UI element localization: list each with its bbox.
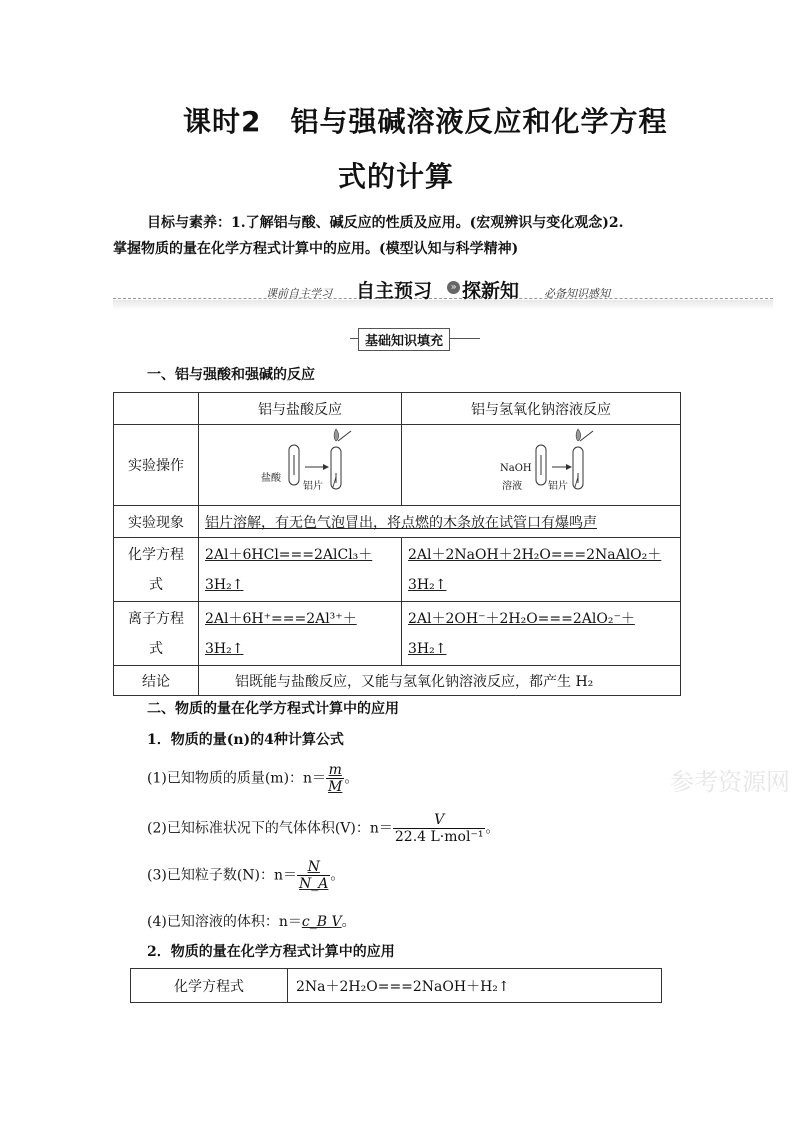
chem-eq-naoh-a: 2Al＋2NaOH＋2H₂O===2NaAlO₂＋ — [408, 546, 662, 563]
test-tube-figure — [205, 425, 395, 505]
formula-volume — [147, 812, 499, 845]
ion-eq-hcl-a: 2Al＋6H⁺===2Al³⁺＋ — [205, 610, 357, 627]
formula-mass-suffix: 。 — [344, 770, 359, 787]
row-label-chem-eq-a: 化学方程 — [128, 546, 184, 563]
chem-eq-naoh — [402, 538, 681, 602]
experiment-figure-hcl — [199, 425, 402, 506]
banner-center-b: 探新知 — [462, 280, 520, 302]
row-label-phenomenon: 实验现象 — [114, 506, 199, 538]
phenomenon-text: 铝片溶解，有无色气泡冒出，将点燃的木条放在试管口有爆鸣声 — [199, 506, 681, 538]
fig1-right-label: 铝片 — [303, 481, 323, 492]
formula-particles-num: N — [297, 859, 330, 876]
formula-solution-suffix: 。 — [341, 914, 356, 930]
banner-rule — [113, 298, 773, 299]
formula-particles-prefix: (3)已知粒子数(N)：n＝ — [147, 867, 298, 884]
watermark: 参考资源网 — [670, 768, 790, 796]
chem-eq-hcl-a: 2Al＋6HCl===2AlCl₃＋ — [205, 546, 373, 563]
page-title: 课时2 铝与强碱溶液反应和化学方程 — [183, 105, 668, 138]
test-tube-figure-2 — [408, 425, 668, 505]
chem-eq-hcl-b: 3H₂↑ — [205, 576, 244, 593]
row-label-chem-eq-b: 式 — [149, 576, 163, 593]
corner-cell — [114, 393, 199, 425]
banner-center-a: 自主预习 — [356, 280, 433, 302]
chem-eq-naoh-b: 3H₂↑ — [408, 576, 447, 593]
banner-right: 必备知识感知 — [544, 287, 610, 300]
experiment-figure-naoh — [402, 425, 681, 506]
formula-mass-num: m — [326, 762, 344, 779]
ion-eq-hcl — [199, 602, 402, 666]
formula-mass-fraction — [326, 762, 344, 795]
fig2-left-label-a: NaOH — [500, 463, 532, 474]
chevron-right-icon: » — [447, 281, 460, 294]
banner-left: 课前自主学习 — [266, 287, 332, 300]
formula-volume-prefix: (2)已知标准状况下的气体体积(V)：n＝ — [147, 820, 393, 837]
banner-shade — [113, 300, 773, 310]
row-label-chem-eq — [114, 538, 199, 602]
row-label-ion-eq-b: 式 — [149, 640, 163, 657]
ion-eq-naoh-b: 3H₂↑ — [408, 640, 447, 657]
ion-eq-naoh — [402, 602, 681, 666]
ion-eq-hcl-b: 3H₂↑ — [205, 640, 244, 657]
ion-eq-naoh-a: 2Al＋2OH⁻＋2H₂O===2AlO₂⁻＋ — [408, 610, 635, 627]
section2-sub1: 1．物质的量(n)的4种计算公式 — [147, 732, 344, 748]
row-label-conclusion: 结论 — [114, 666, 199, 696]
section2-sub2: 2．物质的量在化学方程式计算中的应用 — [147, 944, 395, 960]
formula-solution-value: c_B V — [301, 914, 342, 930]
objective-line2: 掌握物质的量在化学方程式计算中的应用。(模型认知与科学精神) — [113, 241, 519, 257]
formula-solution-prefix: (4)已知溶液的体积：n＝ — [147, 914, 302, 930]
formula-particles — [147, 859, 344, 892]
reaction-table — [113, 392, 681, 696]
formula-volume-fraction — [393, 812, 486, 845]
formula-particles-suffix: 。 — [330, 867, 345, 884]
chem-eq-hcl — [199, 538, 402, 602]
row-label-operation: 实验操作 — [114, 425, 199, 506]
application-table-label: 化学方程式 — [131, 969, 288, 1003]
section2-heading: 二、物质的量在化学方程式计算中的应用 — [147, 701, 399, 717]
col-header-hcl: 铝与盐酸反应 — [199, 393, 402, 425]
formula-mass — [147, 762, 358, 795]
fig2-right-label: 铝片 — [548, 481, 568, 492]
formula-volume-suffix: 。 — [485, 820, 500, 837]
fig2-left-label-b: 溶液 — [502, 481, 522, 492]
formula-mass-den: M — [328, 779, 343, 795]
application-table-value: 2Na＋2H₂O===2NaOH＋H₂↑ — [288, 969, 662, 1003]
page-title-line2: 式的计算 — [338, 160, 455, 193]
formula-particles-den: N_A — [299, 876, 329, 892]
formula-volume-den: 22.4 L·mol⁻¹ — [394, 829, 484, 845]
fig1-left-label: 盐酸 — [261, 473, 281, 484]
col-header-naoh: 铝与氢氧化钠溶液反应 — [402, 393, 681, 425]
conclusion-text: 铝既能与盐酸反应，又能与氢氧化钠溶液反应，都产生 H₂ — [199, 666, 681, 696]
subheading: 基础知识填充 — [358, 328, 450, 351]
objective-line1: 目标与素养：1.了解铝与酸、碱反应的性质及应用。(宏观辨识与变化观念)2. — [147, 215, 624, 231]
formula-mass-prefix: (1)已知物质的质量(m)：n＝ — [147, 770, 327, 787]
section1-heading: 一、铝与强酸和强碱的反应 — [147, 367, 315, 383]
application-table — [130, 968, 662, 1003]
row-label-ion-eq-a: 离子方程 — [128, 610, 184, 627]
formula-solution — [147, 911, 356, 931]
formula-particles-fraction — [297, 859, 330, 892]
row-label-ion-eq — [114, 602, 199, 666]
formula-volume-num: V — [393, 812, 486, 829]
